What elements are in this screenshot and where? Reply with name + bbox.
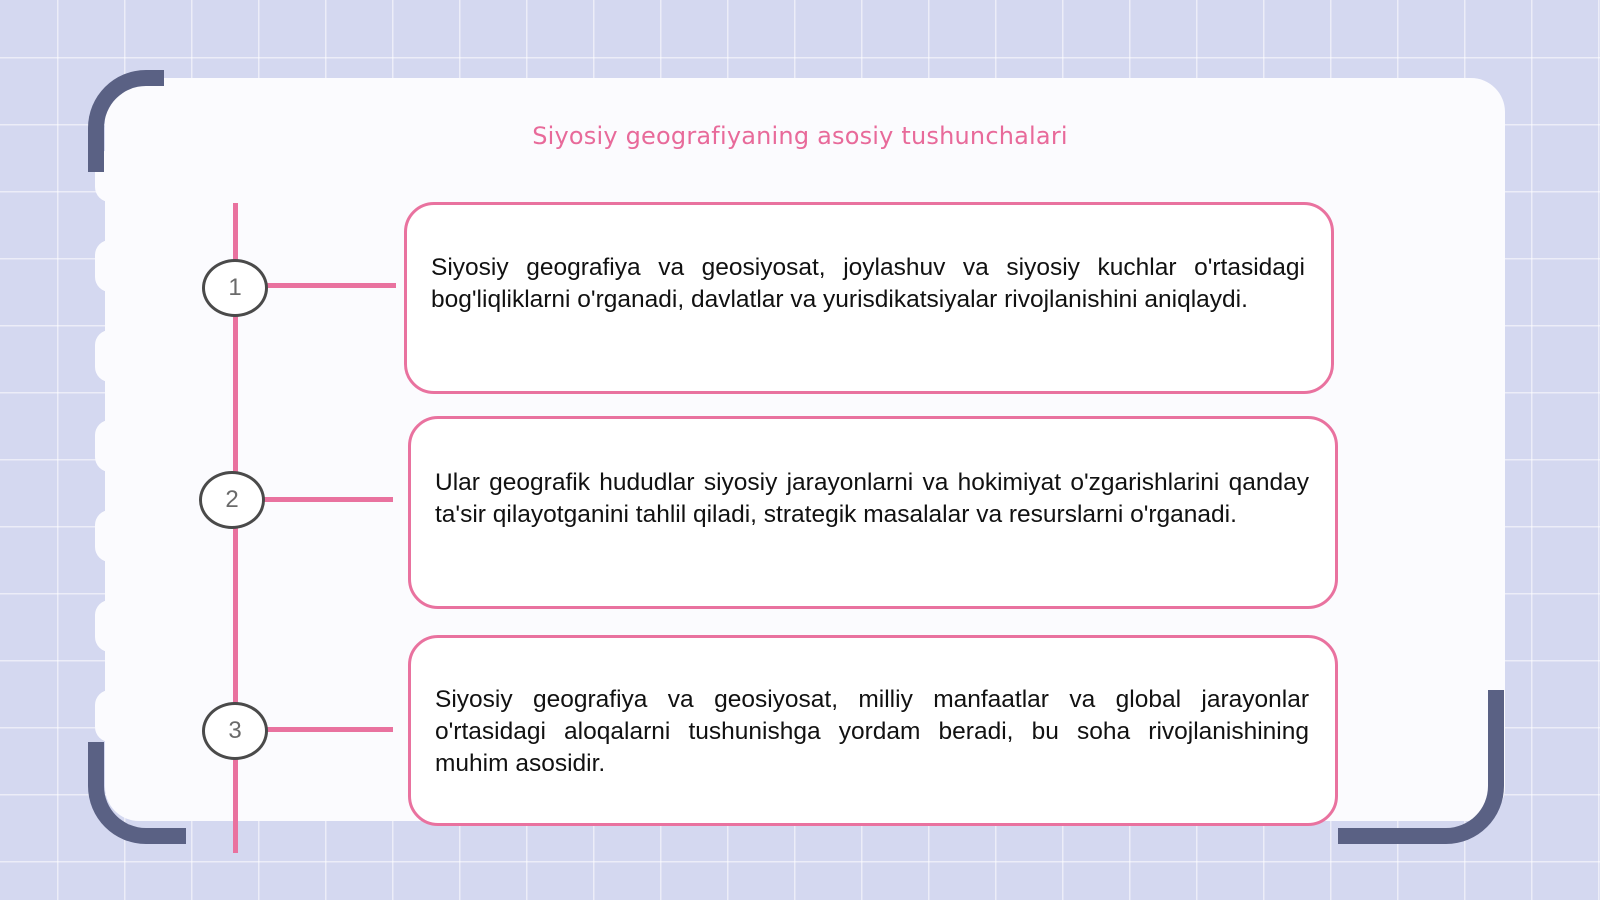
corner-bracket-top-left [88, 70, 164, 172]
corner-bracket-bottom-right [1338, 690, 1504, 844]
corner-bracket-bottom-left [88, 742, 186, 844]
timeline-node-number: 2 [225, 486, 239, 513]
timeline-node-2 [199, 471, 265, 529]
notebook-hole [95, 600, 125, 652]
slide-title: Siyosiy geografiyaning asosiy tushunchalari [532, 122, 1068, 150]
notebook-hole [95, 240, 125, 292]
timeline-node-3 [202, 702, 268, 760]
notebook-hole [95, 330, 125, 382]
notebook-hole [95, 690, 125, 742]
timeline-node-number: 3 [228, 717, 242, 744]
timeline-card-2-text: Ular geografik hududlar siyosiy jarayonlarni va hokimiyat o'zgarishlarini qanday ta'sir qilayotganini tahlil qiladi, strategik masalalar va resurslarni o'rganadi. [435, 469, 1309, 528]
timeline-connector [263, 497, 393, 502]
timeline-card-3-text: Siyosiy geografiya va geosiyosat, milliy manfaatlar va global jarayonlar o'rtasidagi aloqalarni tushunishga yordam beradi, bu soha rivojlanishining muhim asosidir. [435, 686, 1309, 777]
timeline-node-number: 1 [228, 274, 242, 301]
notebook-hole [95, 420, 125, 472]
timeline-node-1 [202, 259, 268, 317]
timeline-connector [266, 727, 393, 732]
timeline-card-1-text: Siyosiy geografiya va geosiyosat, joylashuv va siyosiy kuchlar o'rtasidagi bog'liqliklarni o'rganadi, davlatlar va yurisdikatsiyalar rivojlanishini aniqlaydi. [431, 254, 1305, 313]
notebook-hole [95, 510, 125, 562]
timeline-connector [266, 283, 396, 288]
